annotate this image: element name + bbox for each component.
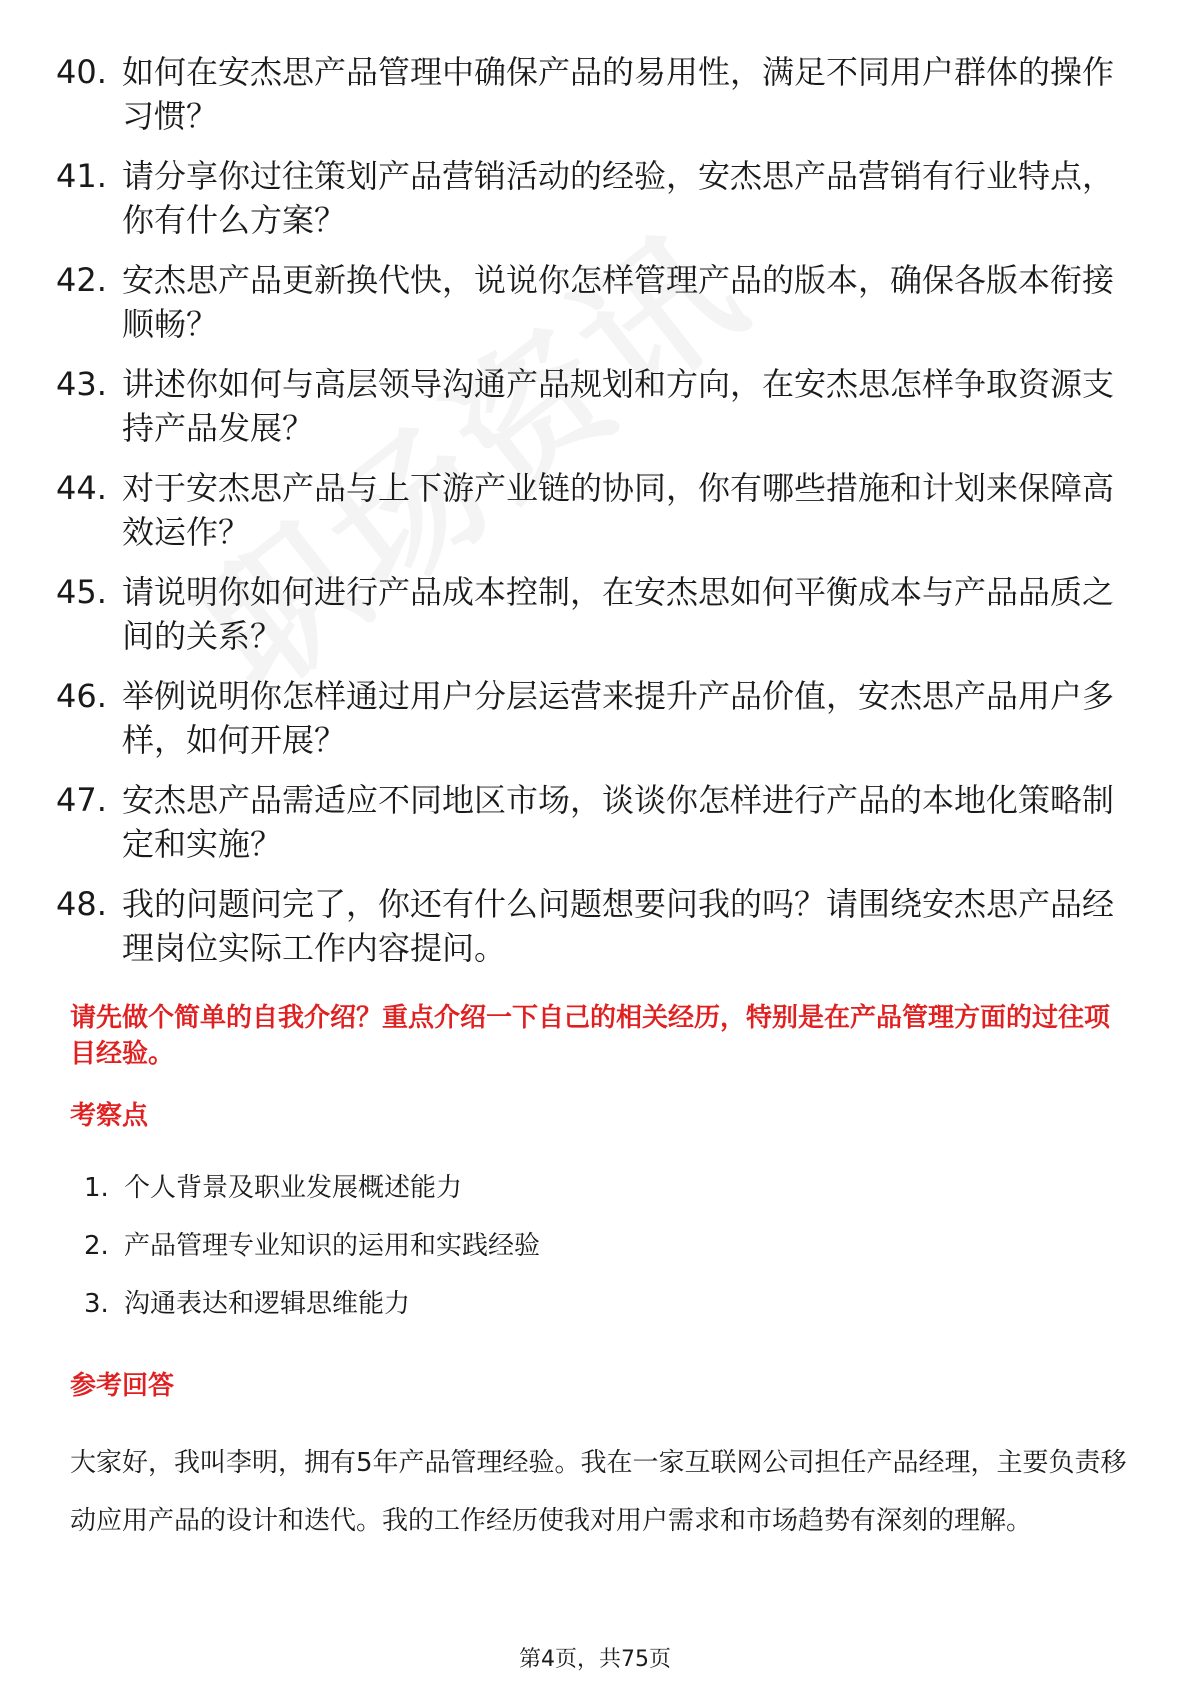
list-item — [84, 1228, 540, 1264]
question-number: 46. — [56, 677, 107, 715]
page-footer: 第4页，共75页 — [519, 1647, 671, 1672]
question-number: 40. — [56, 53, 107, 91]
question-text: 安杰思产品需适应不同地区市场，谈谈你怎样进行产品的本地化策略制定和实施？ — [122, 781, 1115, 863]
answer-heading: 参考回答 — [70, 1371, 175, 1401]
question-text: 安杰思产品更新换代快，说说你怎样管理产品的版本，确保各版本衔接顺畅？ — [122, 261, 1115, 343]
list-item — [84, 1170, 540, 1206]
point-text: 产品管理专业知识的运用和实践经验 — [124, 1231, 541, 1261]
points-list — [84, 1170, 540, 1344]
question-text: 对于安杰思产品与上下游产业链的协同，你有哪些措施和计划来保障高效运作？ — [122, 469, 1115, 551]
point-text: 沟通表达和逻辑思维能力 — [124, 1289, 411, 1319]
list-item — [56, 882, 1136, 970]
list-item — [56, 362, 1136, 450]
question-number: 42. — [56, 261, 107, 299]
point-number: 3. — [84, 1289, 109, 1319]
question-text: 如何在安杰思产品管理中确保产品的易用性，满足不同用户群体的操作习惯？ — [122, 53, 1115, 135]
list-item — [56, 50, 1136, 138]
list-item — [56, 674, 1136, 762]
question-text: 我的问题问完了，你还有什么问题想要问我的吗？请围绕安杰思产品经理岗位实际工作内容提问。 — [122, 885, 1115, 967]
list-item — [56, 154, 1136, 242]
question-number: 48. — [56, 885, 107, 923]
list-item — [84, 1286, 540, 1322]
question-number: 45. — [56, 573, 107, 611]
list-item — [56, 778, 1136, 866]
question-number: 41. — [56, 157, 107, 195]
answer-text: 大家好，我叫李明，拥有5年产品管理经验。我在一家互联网公司担任产品经理，主要负责移动应用产品的设计和迭代。我的工作经历使我对用户需求和市场趋势有深刻的理解。 — [70, 1448, 1127, 1536]
question-text: 讲述你如何与高层领导沟通产品规划和方向，在安杰思怎样争取资源支持产品发展？ — [122, 365, 1115, 447]
featured-question: 请先做个简单的自我介绍？重点介绍一下自己的相关经历，特别是在产品管理方面的过往项目经验。 — [70, 1003, 1111, 1069]
question-text: 举例说明你怎样通过用户分层运营来提升产品价值，安杰思产品用户多样，如何开展？ — [122, 677, 1115, 759]
list-item — [56, 258, 1136, 346]
points-heading: 考察点 — [70, 1101, 149, 1131]
question-text: 请说明你如何进行产品成本控制，在安杰思如何平衡成本与产品品质之间的关系？ — [122, 573, 1115, 655]
list-item — [56, 466, 1136, 554]
point-number: 2. — [84, 1231, 109, 1261]
point-number: 1. — [84, 1173, 109, 1203]
list-item — [56, 570, 1136, 658]
question-list — [56, 50, 1136, 986]
question-number: 43. — [56, 365, 107, 403]
question-text: 请分享你过往策划产品营销活动的经验，安杰思产品营销有行业特点，你有什么方案？ — [122, 157, 1115, 239]
question-number: 44. — [56, 469, 107, 507]
point-text: 个人背景及职业发展概述能力 — [124, 1173, 463, 1203]
question-number: 47. — [56, 781, 107, 819]
